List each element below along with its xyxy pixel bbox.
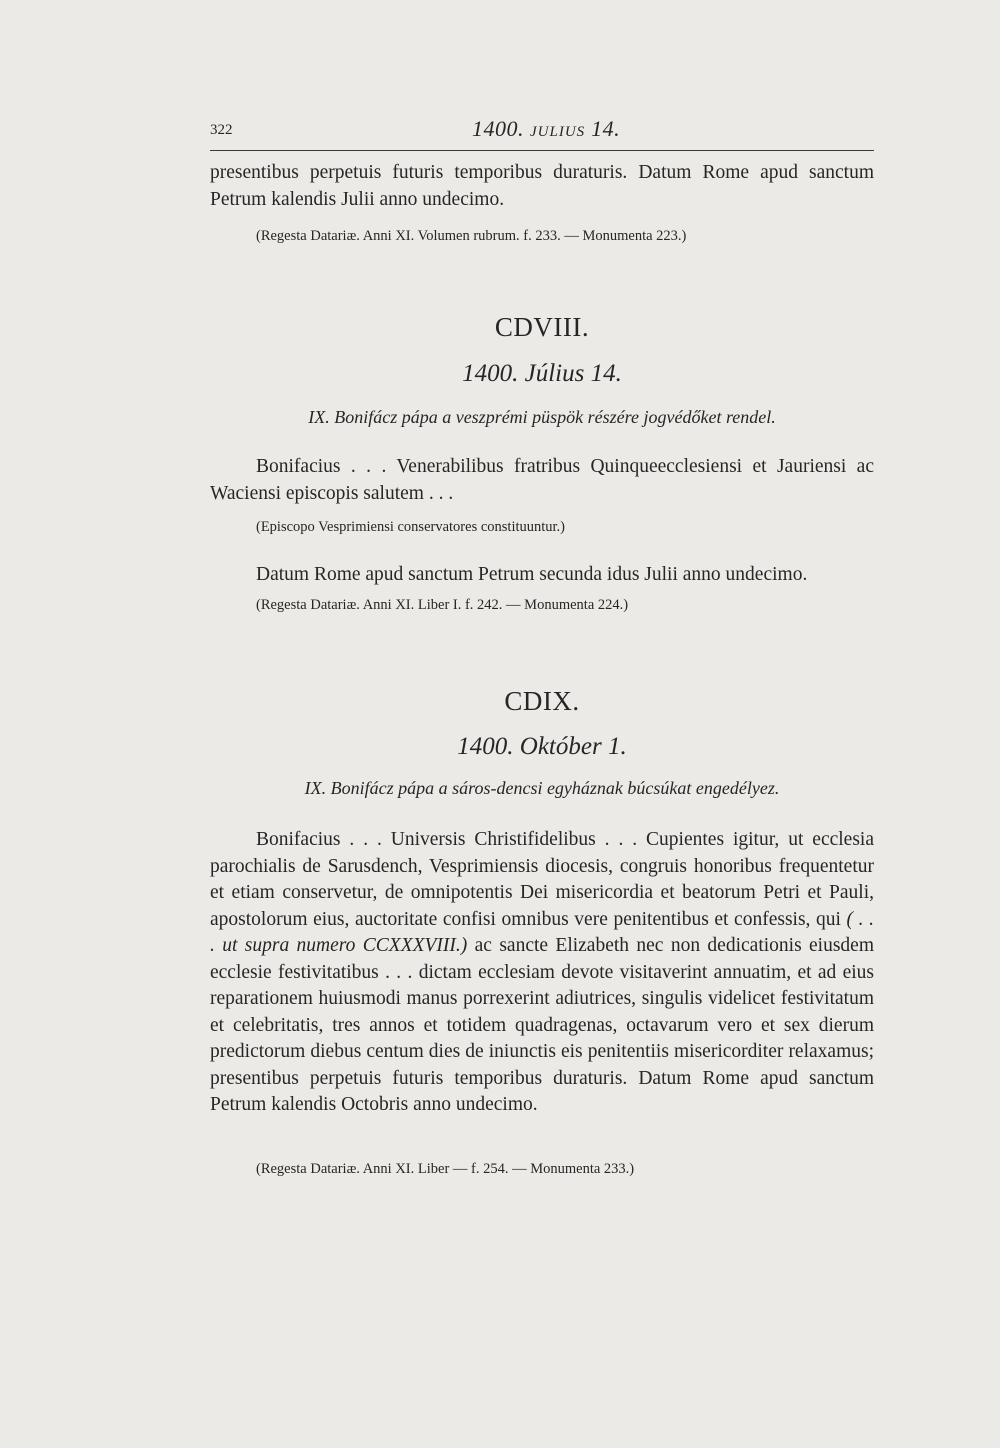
document-source: (Regesta Datariæ. Anni XI. Liber I. f. 242. — Monumenta 224.) — [256, 597, 629, 613]
document-closing: Datum Rome apud sanctum Petrum secunda idus Julii anno undecimo. — [256, 564, 808, 585]
running-title-year: 1400. — [472, 116, 524, 141]
document-summary: IX. Bonifácz pápa a veszprémi püspök részére jogvédőket rendel. — [308, 407, 776, 427]
document-source: (Regesta Datariæ. Anni XI. Liber — f. 254. — Monumenta 233.) — [256, 1161, 635, 1177]
document-date: 1400. Október 1. — [457, 733, 627, 760]
intro-paragraph: presentibus perpetuis futuris temporibus duraturis. Datum Rome apud sanctum Petrum kalendis Julii anno undecimo. — [210, 162, 874, 210]
intro-source: (Regesta Datariæ. Anni XI. Volumen rubrum. f. 233. — Monumenta 223.) — [256, 228, 687, 244]
running-title — [472, 116, 620, 142]
body-text-part1: Bonifacius . . . Universis Christifidelibus . . . Cupientes igitur, ut ecclesia parochialis de Sarusdench, Vesprimiensis diocesis, congruis honoribus frequentetur et etiam conservetur, de omnipotentis Dei misericordia et beatorum Petri et Pauli, apostolorum eius, auctoritate confisi omnibus vere penitentibus et confessis, qui — [210, 829, 874, 930]
document-body — [210, 827, 874, 1119]
document-opening: Bonifacius . . . Venerabilibus fratribus Quinqueecclesiensi et Jauriensi ac Waciensi episcopis salutem . . . — [210, 456, 874, 504]
page-number: 322 — [210, 122, 233, 138]
document-date: 1400. Július 14. — [462, 360, 622, 387]
document-summary: IX. Bonifácz pápa a sáros-dencsi egyháznak búcsúkat engedélyez. — [304, 778, 780, 798]
running-title-day: 14. — [591, 116, 621, 141]
document-number: CDVIII. — [494, 312, 590, 342]
running-title-month: JULIUS — [530, 124, 586, 140]
body-text-part2: ac sancte Elizabeth nec non dedicationis eiusdem ecclesie festivitatibus . . . dictam ecclesiam devote visitaverint annuatim, et ad eius reparationem huiusmodi manus porrexerint adiutrices, singulis videlicet festivitatum et celebritatis, tres annos et totidem quadragenas, octavarum vero et sex dierum predictorum diebus centum dies de iniunctis eis penitentiis misericorditer relaxamus; presentibus perpetuis futuris temporibus duraturis. Datum Rome apud sanctum Petrum kalendis Octobris anno undecimo. — [210, 935, 875, 1115]
document-number: CDIX. — [504, 686, 580, 716]
cross-reference: ( . . . ut supra numero CCXXXVIII.) — [210, 908, 874, 956]
document-note: (Episcopo Vesprimiensi conservatores constituuntur.) — [256, 519, 566, 535]
running-header — [210, 116, 874, 151]
